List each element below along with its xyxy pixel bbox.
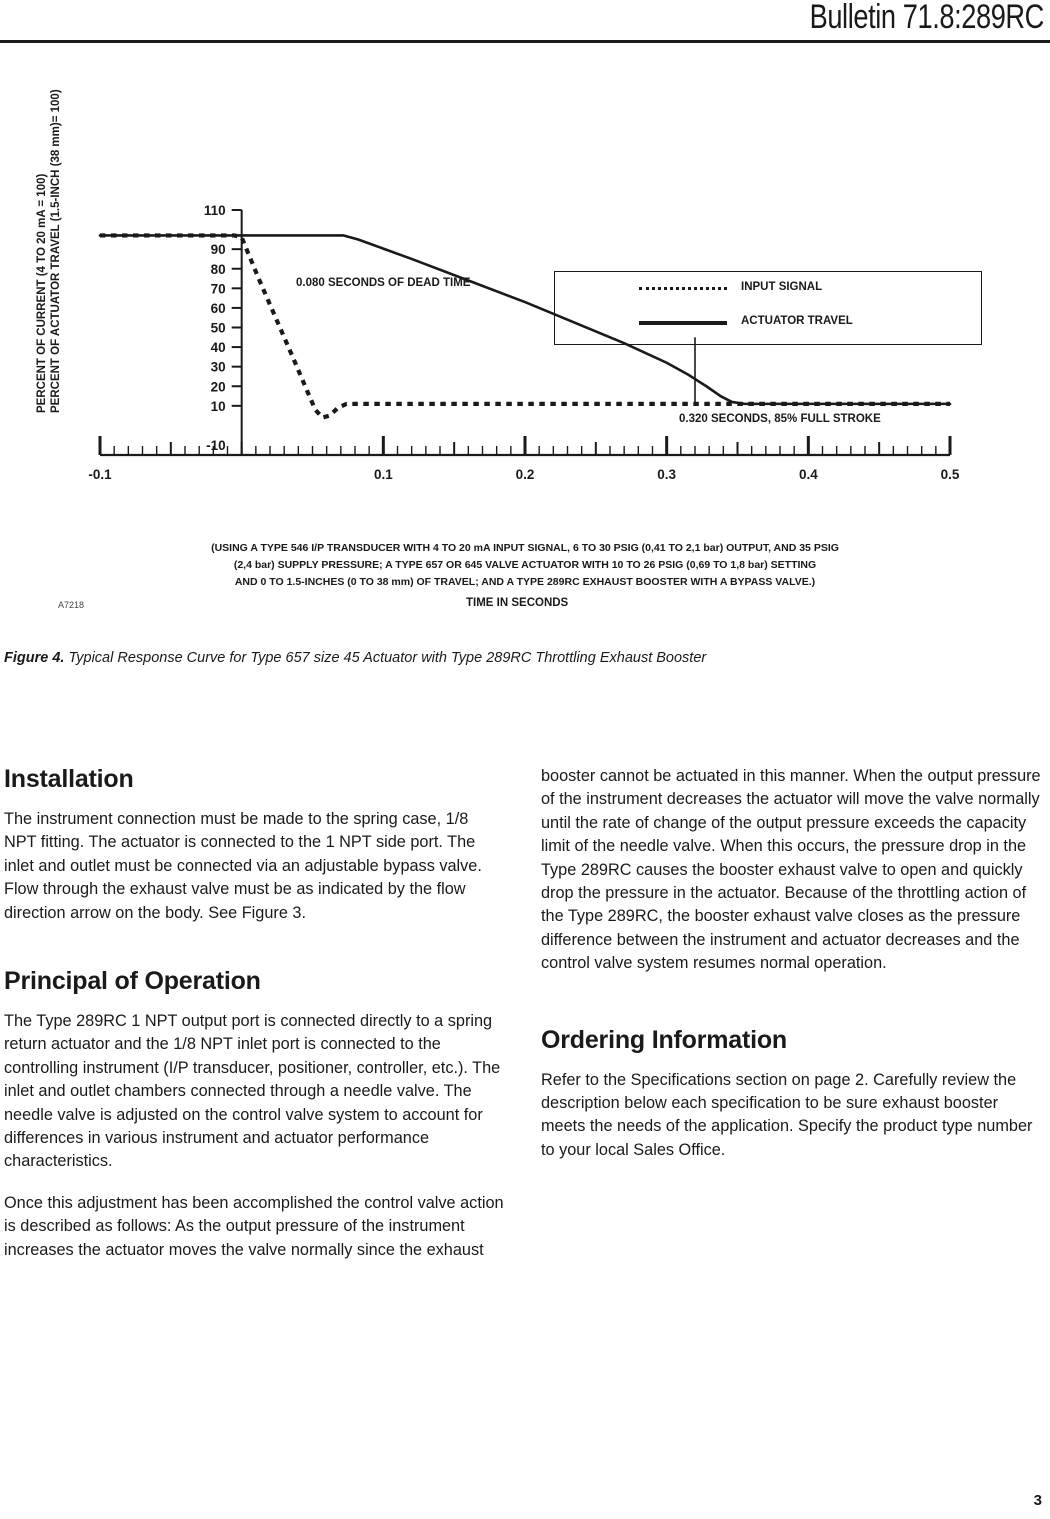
figure-caption-number: Figure 4.: [4, 650, 65, 666]
y-axis-label-travel: PERCENT OF ACTUATOR TRAVEL (1.5-INCH (38 mm)= 100): [50, 89, 62, 413]
x-tick-label: 0.4: [798, 467, 818, 482]
right-column: [541, 765, 1041, 1162]
y-tick-label: 60: [210, 300, 226, 316]
series-actuator-travel: [100, 235, 950, 403]
bulletin-title: Bulletin 71.8:289RC: [809, 0, 1044, 36]
y-tick-label: 40: [210, 340, 226, 356]
page-number: 3: [1033, 1492, 1042, 1509]
figure-note-line-1: (USING A TYPE 546 I/P TRANSDUCER WITH 4 TO 20 mA INPUT SIGNAL, 6 TO 30 PSIG (0,41 TO 2,1 bar) OUTPUT, AND 35 PSIG: [211, 542, 839, 554]
y-tick-label: 70: [210, 281, 226, 297]
series-input-signal: [100, 235, 950, 417]
y-tick-label: 90: [210, 242, 226, 258]
x-axis-title: TIME IN SECONDS: [466, 597, 569, 609]
annotation-full-stroke: 0.320 SECONDS, 85% FULL STROKE: [679, 413, 881, 425]
figure-caption-text: Typical Response Curve for Type 657 size 45 Actuator with Type 289RC Throttling Exhaust Booster: [68, 650, 707, 666]
y-tick-label: 80: [210, 261, 226, 277]
x-tick-label: 0.5: [940, 467, 960, 482]
legend-label-actuator-travel: ACTUATOR TRAVEL: [741, 315, 853, 327]
y-tick-label: 110: [203, 203, 226, 218]
left-paragraph-2: The instrument connection must be made to the spring case, 1/8 NPT fitting. The actuator is connected to the 1 NPT side port. The inlet and outlet must be connected via an adjustable bypass valve. Flow through the exhaust valve must be as indicated by the flow direction arrow on the body. See Figure 3.: [4, 810, 482, 922]
body-columns: [0, 765, 1050, 1415]
page-header: [0, 0, 1050, 46]
header-divider: [0, 40, 1050, 43]
figure-note-line-3: AND 0 TO 1.5-INCHES (0 TO 38 mm) OF TRAVEL; AND A TYPE 289RC EXHAUST BOOSTER WITH A BYPASS VALVE.): [234, 576, 816, 588]
y-tick-label: -10: [206, 438, 226, 453]
x-tick-label: 0.2: [515, 467, 535, 482]
figure-note-line-2: (2,4 bar) SUPPLY PRESSURE; A TYPE 657 OR 645 VALVE ACTUATOR WITH 10 TO 26 PSIG (0,69 TO 1,8 bar) SETTING: [233, 559, 817, 571]
section-heading-installation: Installation: [4, 765, 134, 793]
right-paragraph-1: booster cannot be actuated in this manner. When the output pressure of the instrument decreases the actuator will move the valve normally until the rate of change of the output pressure exceeds the capacity limit of the needle valve. When this occurs, the pressure drop in the Type 289RC causes the booster exhaust valve to open and quickly drop the pressure in the actuator. Because of the throttling action of the Type 289RC, the booster exhaust valve closes as the pressure difference between the instrument and actuator decreases and the control valve system resumes normal operation.: [541, 767, 1041, 973]
y-tick-label: 10: [210, 398, 226, 414]
section-heading-ordering-information: Ordering Information: [541, 1025, 788, 1054]
left-paragraph-4: The Type 289RC 1 NPT output port is connected directly to a spring return actuator and the 1/8 NPT inlet port is connected to the controlling instrument (I/P transducer, positioner, controller, etc.). The inlet and outlet chambers connected through a needle valve. The needle valve is adjusted on the control valve system to account for differences in various instrument and actuator performance characteristics.: [4, 1012, 501, 1171]
left-paragraph-5: Once this adjustment has been accomplished the control valve action is described as follows: As the output pressure of the instrument increases the actuator moves the valve normally since the exhaust: [4, 1193, 504, 1259]
section-heading-principal-of-operation: Principal of Operation: [4, 967, 261, 996]
y-tick-label: 20: [210, 379, 226, 395]
figure-4-block: [0, 89, 1050, 666]
response-curve-chart: [0, 95, 1050, 535]
x-tick-label: -0.1: [88, 467, 112, 482]
y-tick-label: 50: [210, 320, 226, 336]
figure-caption: [4, 650, 706, 666]
left-column: [4, 765, 504, 1262]
y-axis-label-current: PERCENT OF CURRENT (4 TO 20 mA = 100): [36, 173, 48, 413]
figure-id-label: A7218: [58, 600, 85, 610]
figure-note: [0, 540, 1050, 591]
annotation-dead-time: 0.080 SECONDS OF DEAD TIME: [296, 277, 471, 289]
x-tick-label: 0.3: [657, 467, 677, 482]
legend-label-input-signal: INPUT SIGNAL: [741, 281, 823, 293]
x-tick-label: 0.1: [373, 467, 393, 482]
right-paragraph-3: Refer to the Specifications section on page 2. Carefully review the description below each specification to be sure exhaust booster meets the needs of the application. Specify the product type number to your local Sales Office.: [541, 1070, 1033, 1159]
y-tick-label: 30: [210, 359, 226, 375]
